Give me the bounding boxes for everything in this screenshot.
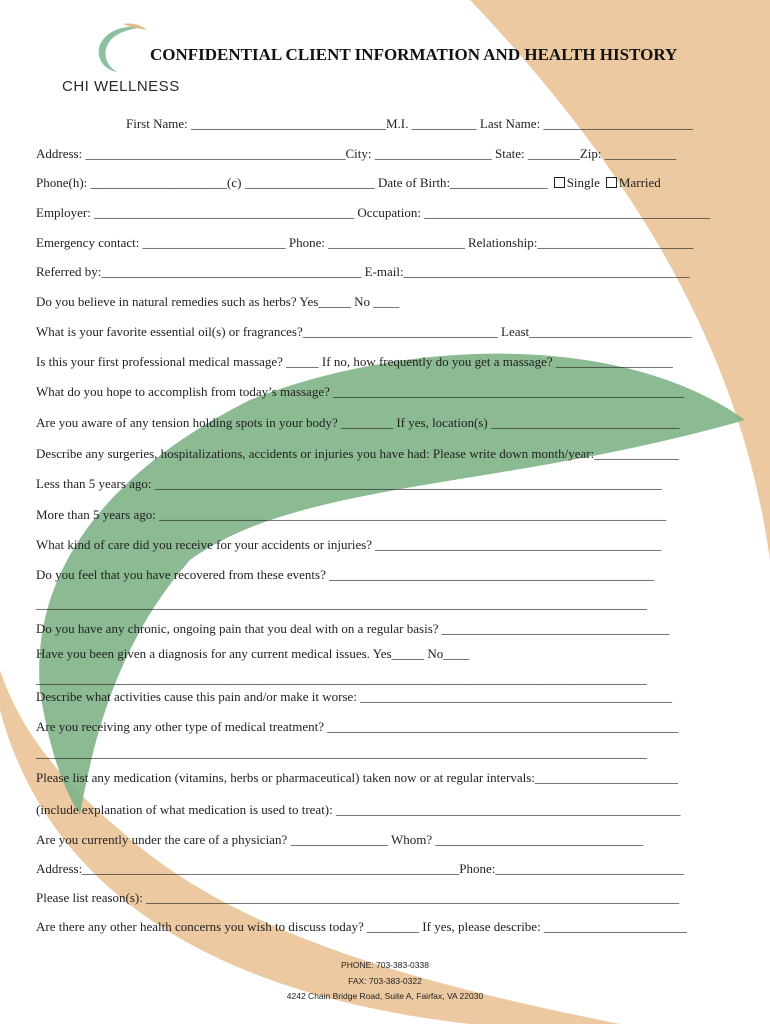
phone-row [36, 175, 736, 191]
footer-fax: FAX: 703-383-0322 [348, 976, 422, 986]
address-field[interactable]: Address: ________________________________________ [36, 146, 346, 161]
other-concerns-question[interactable]: Are there any other health concerns you wish to discuss today? ________ If yes, please describe: ______________________ [36, 919, 687, 934]
reasons-field[interactable]: Please list reason(s): __________________________________________________________________________________ [36, 890, 680, 905]
physician-field[interactable]: Are you currently under the care of a physician? _______________ [36, 832, 388, 847]
referral-row [36, 264, 736, 280]
phone-home-field[interactable]: Phone(h): _____________________ [36, 175, 228, 190]
brand-name: CHI WELLNESS [62, 78, 180, 95]
married-checkbox[interactable] [606, 177, 617, 188]
state-field[interactable]: State: ________ [494, 146, 580, 161]
occupation-field[interactable]: Occupation: ____________________________________________ [357, 205, 711, 220]
leaf-swoosh-icon [93, 22, 153, 74]
chronic-pain-question[interactable]: Do you have any chronic, ongoing pain that you deal with on a regular basis? ___________________________________ [36, 621, 670, 636]
page-title: CONFIDENTIAL CLIENT INFORMATION AND HEALTH HISTORY [150, 45, 678, 64]
natural-remedies-question[interactable]: Do you believe in natural remedies such as herbs? Yes_____ No ____ [36, 294, 400, 309]
emergency-phone-field[interactable]: Phone: _____________________ [288, 235, 465, 250]
treatment-question[interactable]: Are you receiving any other type of medical treatment? ______________________________________________________ [36, 719, 679, 734]
single-label: Single [566, 175, 600, 190]
mi-field[interactable]: M.I. __________ [386, 116, 477, 131]
accomplish-question[interactable]: What do you hope to accomplish from today’s massage? ______________________________________________________ [36, 384, 685, 399]
last-name-field[interactable]: Last Name: _______________________ [479, 116, 693, 131]
phone-cell-field[interactable]: (c) ____________________ [227, 175, 375, 190]
first-massage-question[interactable]: Is this your first professional medical massage? _____ If no, how frequently do you get a massage? __________________ [36, 354, 673, 369]
single-checkbox[interactable] [554, 177, 565, 188]
physician-address-field[interactable]: Address:__________________________________________________________ [36, 861, 460, 876]
more-than-5-years-field[interactable]: More than 5 years ago: ______________________________________________________________________________ [36, 507, 667, 522]
dob-field[interactable]: Date of Birth:_______________ [377, 175, 548, 190]
recovered-question[interactable]: Do you feel that you have recovered from these events? __________________________________________________ [36, 567, 655, 582]
activities-question[interactable]: Describe what activities cause this pain and/or make it worse: ________________________________________________ [36, 689, 673, 704]
first-name-field[interactable]: First Name: ______________________________ [126, 116, 386, 131]
name-row [126, 116, 736, 132]
tension-question[interactable]: Are you aware of any tension holding spots in your body? ________ If yes, location(s) _____________________________ [36, 415, 680, 430]
oils-row [36, 324, 736, 340]
relationship-field[interactable]: Relationship:________________________ [467, 235, 694, 250]
blank-line[interactable]: ______________________________________________________________________________________________ [36, 745, 647, 760]
physician-row [36, 832, 736, 848]
employer-row [36, 205, 736, 221]
footer-phone: PHONE: 703-383-0338 [341, 960, 429, 970]
referred-by-field[interactable]: Referred by:________________________________________ [36, 264, 362, 279]
medication-explanation-field[interactable]: (include explanation of what medication is used to treat): _____________________________________________________ [36, 802, 681, 817]
blank-line[interactable]: ______________________________________________________________________________________________ [36, 671, 647, 686]
medication-question[interactable]: Please list any medication (vitamins, herbs or pharmaceutical) taken now or at regular intervals:______________________ [36, 770, 678, 785]
least-oils-field[interactable]: Least_________________________ [501, 324, 692, 339]
physician-phone-field[interactable]: Phone:_____________________________ [459, 861, 684, 876]
email-field[interactable]: E-mail:____________________________________________ [364, 264, 690, 279]
emergency-row [36, 235, 736, 251]
address-row [36, 146, 736, 162]
favorite-oils-field[interactable]: What is your favorite essential oil(s) or fragrances?______________________________ [36, 324, 498, 339]
emergency-contact-field[interactable]: Emergency contact: ______________________ [36, 235, 286, 250]
care-question[interactable]: What kind of care did you receive for your accidents or injuries? ____________________________________________ [36, 537, 662, 552]
employer-field[interactable]: Employer: ________________________________________ [36, 205, 355, 220]
footer-address: 4242 Chain Bridge Road, Suite A, Fairfax, VA 22030 [286, 991, 484, 1001]
less-than-5-years-field[interactable]: Less than 5 years ago: ______________________________________________________________________________ [36, 476, 662, 491]
city-field[interactable]: City: __________________ [345, 146, 492, 161]
whom-field[interactable]: Whom? ________________________________ [391, 832, 644, 847]
physician-address-row [36, 861, 736, 877]
diagnosis-question[interactable]: Have you been given a diagnosis for any current medical issues. Yes_____ No____ [36, 646, 470, 661]
blank-line[interactable]: ______________________________________________________________________________________________ [36, 596, 647, 611]
zip-field[interactable]: Zip: ___________ [579, 146, 677, 161]
married-label: Married [618, 175, 661, 190]
surgeries-question[interactable]: Describe any surgeries, hospitalizations, accidents or injuries you have had: Please write down month/year:_____________ [36, 446, 679, 461]
